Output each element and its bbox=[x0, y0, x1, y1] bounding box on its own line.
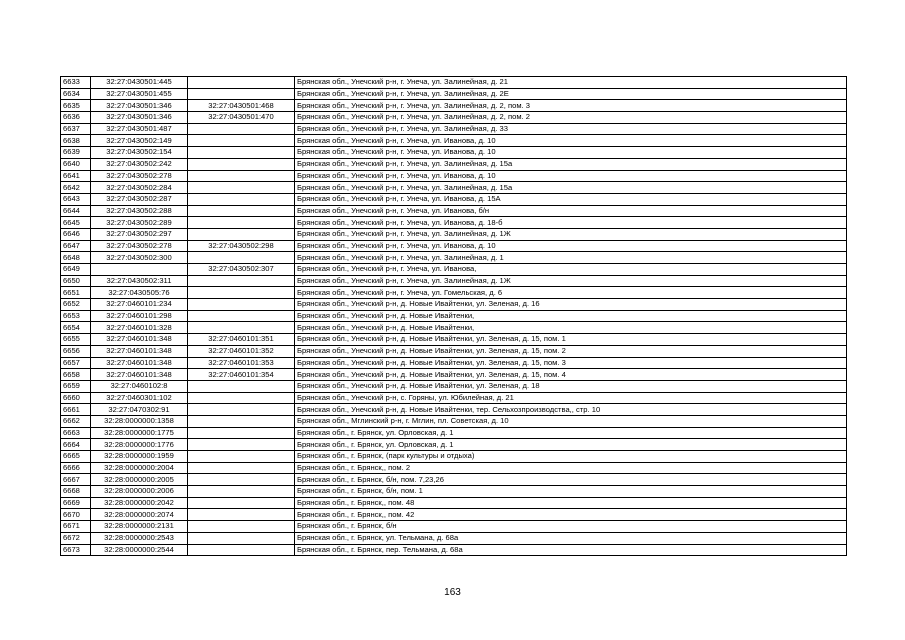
sub-cadastral-number-cell bbox=[188, 252, 295, 264]
table-row bbox=[61, 299, 847, 311]
cadastral-number-cell: 32:27:0430501:346 bbox=[91, 112, 188, 124]
cadastral-number-cell: 32:27:0460101:234 bbox=[91, 299, 188, 311]
table-row bbox=[61, 193, 847, 205]
cadastral-number-cell bbox=[91, 264, 188, 276]
row-number-cell: 6655 bbox=[61, 334, 91, 346]
address-cell: Брянская обл., Унечский р-н, г. Унеча, ул. Гомельская, д. 6 bbox=[295, 287, 847, 299]
sub-cadastral-number-cell bbox=[188, 217, 295, 229]
cadastral-number-cell: 32:27:0430501:487 bbox=[91, 123, 188, 135]
table-row bbox=[61, 275, 847, 287]
address-cell: Брянская обл., Унечский р-н, д. Новые Ивайтенки, bbox=[295, 310, 847, 322]
address-cell: Брянская обл., Унечский р-н, г. Унеча, ул. Залинейная, д. 1Ж bbox=[295, 228, 847, 240]
row-number-cell: 6658 bbox=[61, 369, 91, 381]
address-cell: Брянская обл., Унечский р-н, г. Унеча, ул. Залинейная, д. 2Е bbox=[295, 88, 847, 100]
address-cell: Брянская обл., Унечский р-н, д. Новые Ивайтенки, ул. Зеленая, д. 15, пом. 3 bbox=[295, 357, 847, 369]
address-cell: Брянская обл., Унечский р-н, с. Горяны, ул. Юбилейная, д. 21 bbox=[295, 392, 847, 404]
address-cell: Брянская обл., Унечский р-н, г. Унеча, ул. Иванова, д. 10 bbox=[295, 135, 847, 147]
row-number-cell: 6653 bbox=[61, 310, 91, 322]
sub-cadastral-number-cell bbox=[188, 380, 295, 392]
address-cell: Брянская обл., г. Брянск, пер. Тельмана, д. 68а bbox=[295, 544, 847, 556]
cadastral-number-cell: 32:27:0460101:348 bbox=[91, 345, 188, 357]
cadastral-number-cell: 32:27:0460301:102 bbox=[91, 392, 188, 404]
table-row bbox=[61, 369, 847, 381]
address-cell: Брянская обл., г. Брянск,, пом. 48 bbox=[295, 497, 847, 509]
table-row bbox=[61, 182, 847, 194]
table-row bbox=[61, 427, 847, 439]
sub-cadastral-number-cell bbox=[188, 322, 295, 334]
address-cell: Брянская обл., г. Брянск,, пом. 2 bbox=[295, 462, 847, 474]
row-number-cell: 6664 bbox=[61, 439, 91, 451]
row-number-cell: 6646 bbox=[61, 228, 91, 240]
sub-cadastral-number-cell bbox=[188, 462, 295, 474]
table-row bbox=[61, 474, 847, 486]
address-cell: Брянская обл., Унечский р-н, г. Унеча, ул. Залинейная, д. 2, пом. 3 bbox=[295, 100, 847, 112]
row-number-cell: 6648 bbox=[61, 252, 91, 264]
sub-cadastral-number-cell bbox=[188, 544, 295, 556]
sub-cadastral-number-cell bbox=[188, 451, 295, 463]
table-row bbox=[61, 158, 847, 170]
cadastral-number-cell: 32:27:0430501:455 bbox=[91, 88, 188, 100]
address-cell: Брянская обл., г. Брянск, ул. Тельмана, д. 68а bbox=[295, 532, 847, 544]
row-number-cell: 6635 bbox=[61, 100, 91, 112]
cadastral-number-cell: 32:27:0460102:8 bbox=[91, 380, 188, 392]
address-cell: Брянская обл., Унечский р-н, д. Новые Ивайтенки, bbox=[295, 322, 847, 334]
address-cell: Брянская обл., Унечский р-н, г. Унеча, ул. Залинейная, д. 1 bbox=[295, 252, 847, 264]
address-cell: Брянская обл., Унечский р-н, д. Новые Ивайтенки, тер. Сельхозпроизводства,, стр. 10 bbox=[295, 404, 847, 416]
table-row bbox=[61, 205, 847, 217]
cadastral-number-cell: 32:28:0000000:1775 bbox=[91, 427, 188, 439]
address-cell: Брянская обл., Унечский р-н, г. Унеча, ул. Залинейная, д. 15а bbox=[295, 158, 847, 170]
cadastral-number-cell: 32:28:0000000:2006 bbox=[91, 486, 188, 498]
cadastral-number-cell: 32:27:0430502:300 bbox=[91, 252, 188, 264]
table-row bbox=[61, 532, 847, 544]
document-sheet bbox=[60, 76, 846, 556]
address-cell: Брянская обл., Унечский р-н, г. Унеча, ул. Иванова, д. 10 bbox=[295, 170, 847, 182]
cadastral-number-cell: 32:28:0000000:2004 bbox=[91, 462, 188, 474]
address-cell: Брянская обл., г. Брянск, б/н bbox=[295, 521, 847, 533]
table-row bbox=[61, 100, 847, 112]
row-number-cell: 6668 bbox=[61, 486, 91, 498]
row-number-cell: 6647 bbox=[61, 240, 91, 252]
table-row bbox=[61, 228, 847, 240]
register-table-body bbox=[61, 77, 847, 556]
cadastral-number-cell: 32:28:0000000:1959 bbox=[91, 451, 188, 463]
table-row bbox=[61, 404, 847, 416]
cadastral-number-cell: 32:27:0460101:328 bbox=[91, 322, 188, 334]
table-row bbox=[61, 334, 847, 346]
cadastral-number-cell: 32:27:0430502:297 bbox=[91, 228, 188, 240]
address-cell: Брянская обл., г. Брянск, ул. Орловская, д. 1 bbox=[295, 427, 847, 439]
cadastral-number-cell: 32:28:0000000:2131 bbox=[91, 521, 188, 533]
sub-cadastral-number-cell bbox=[188, 439, 295, 451]
row-number-cell: 6643 bbox=[61, 193, 91, 205]
table-row bbox=[61, 147, 847, 159]
row-number-cell: 6672 bbox=[61, 532, 91, 544]
address-cell: Брянская обл., Унечский р-н, г. Унеча, ул. Залинейная, д. 2, пом. 2 bbox=[295, 112, 847, 124]
address-cell: Брянская обл., Унечский р-н, г. Унеча, ул. Иванова, д. 10 bbox=[295, 147, 847, 159]
row-number-cell: 6656 bbox=[61, 345, 91, 357]
address-cell: Брянская обл., Унечский р-н, д. Новые Ивайтенки, ул. Зеленая, д. 18 bbox=[295, 380, 847, 392]
cadastral-number-cell: 32:27:0430502:289 bbox=[91, 217, 188, 229]
table-row bbox=[61, 135, 847, 147]
row-number-cell: 6650 bbox=[61, 275, 91, 287]
sub-cadastral-number-cell bbox=[188, 532, 295, 544]
cadastral-number-cell: 32:28:0000000:2042 bbox=[91, 497, 188, 509]
row-number-cell: 6670 bbox=[61, 509, 91, 521]
table-row bbox=[61, 380, 847, 392]
sub-cadastral-number-cell: 32:27:0430502:307 bbox=[188, 264, 295, 276]
address-cell: Брянская обл., Унечский р-н, г. Унеча, ул. Иванова, б/н bbox=[295, 205, 847, 217]
sub-cadastral-number-cell bbox=[188, 310, 295, 322]
sub-cadastral-number-cell bbox=[188, 158, 295, 170]
sub-cadastral-number-cell bbox=[188, 287, 295, 299]
row-number-cell: 6649 bbox=[61, 264, 91, 276]
address-cell: Брянская обл., Унечский р-н, г. Унеча, ул. Залинейная, д. 15а bbox=[295, 182, 847, 194]
table-row bbox=[61, 451, 847, 463]
address-cell: Брянская обл., Унечский р-н, г. Унеча, ул. Залинейная, д. 33 bbox=[295, 123, 847, 135]
sub-cadastral-number-cell bbox=[188, 392, 295, 404]
table-row bbox=[61, 544, 847, 556]
sub-cadastral-number-cell: 32:27:0460101:351 bbox=[188, 334, 295, 346]
address-cell: Брянская обл., г. Брянск,, пом. 42 bbox=[295, 509, 847, 521]
row-number-cell: 6637 bbox=[61, 123, 91, 135]
sub-cadastral-number-cell bbox=[188, 170, 295, 182]
sub-cadastral-number-cell bbox=[188, 147, 295, 159]
address-cell: Брянская обл., Унечский р-н, г. Унеча, ул. Иванова, д. 10 bbox=[295, 240, 847, 252]
cadastral-number-cell: 32:27:0430501:445 bbox=[91, 77, 188, 89]
row-number-cell: 6667 bbox=[61, 474, 91, 486]
cadastral-number-cell: 32:27:0430502:288 bbox=[91, 205, 188, 217]
sub-cadastral-number-cell bbox=[188, 415, 295, 427]
table-row bbox=[61, 439, 847, 451]
cadastral-number-cell: 32:27:0430502:154 bbox=[91, 147, 188, 159]
sub-cadastral-number-cell: 32:27:0430501:470 bbox=[188, 112, 295, 124]
address-cell: Брянская обл., Унечский р-н, г. Унеча, ул. Иванова, д. 15А bbox=[295, 193, 847, 205]
cadastral-number-cell: 32:28:0000000:2074 bbox=[91, 509, 188, 521]
sub-cadastral-number-cell: 32:27:0460101:352 bbox=[188, 345, 295, 357]
cadastral-number-cell: 32:27:0430502:287 bbox=[91, 193, 188, 205]
row-number-cell: 6663 bbox=[61, 427, 91, 439]
table-row bbox=[61, 497, 847, 509]
sub-cadastral-number-cell: 32:27:0460101:353 bbox=[188, 357, 295, 369]
address-cell: Брянская обл., г. Брянск, (парк культуры и отдыха) bbox=[295, 451, 847, 463]
row-number-cell: 6640 bbox=[61, 158, 91, 170]
row-number-cell: 6642 bbox=[61, 182, 91, 194]
cadastral-number-cell: 32:27:0430502:284 bbox=[91, 182, 188, 194]
table-row bbox=[61, 462, 847, 474]
table-row bbox=[61, 322, 847, 334]
sub-cadastral-number-cell: 32:27:0460101:354 bbox=[188, 369, 295, 381]
table-row bbox=[61, 345, 847, 357]
cadastral-number-cell: 32:28:0000000:2544 bbox=[91, 544, 188, 556]
row-number-cell: 6666 bbox=[61, 462, 91, 474]
sub-cadastral-number-cell bbox=[188, 77, 295, 89]
sub-cadastral-number-cell bbox=[188, 427, 295, 439]
cadastral-number-cell: 32:27:0470302:91 bbox=[91, 404, 188, 416]
cadastral-number-cell: 32:27:0430501:346 bbox=[91, 100, 188, 112]
sub-cadastral-number-cell bbox=[188, 135, 295, 147]
row-number-cell: 6636 bbox=[61, 112, 91, 124]
row-number-cell: 6639 bbox=[61, 147, 91, 159]
table-row bbox=[61, 415, 847, 427]
sub-cadastral-number-cell: 32:27:0430501:468 bbox=[188, 100, 295, 112]
sub-cadastral-number-cell bbox=[188, 521, 295, 533]
table-row bbox=[61, 486, 847, 498]
sub-cadastral-number-cell bbox=[188, 123, 295, 135]
row-number-cell: 6651 bbox=[61, 287, 91, 299]
cadastral-number-cell: 32:28:0000000:2005 bbox=[91, 474, 188, 486]
row-number-cell: 6665 bbox=[61, 451, 91, 463]
row-number-cell: 6652 bbox=[61, 299, 91, 311]
table-row bbox=[61, 521, 847, 533]
cadastral-number-cell: 32:27:0430502:242 bbox=[91, 158, 188, 170]
cadastral-number-cell: 32:27:0460101:348 bbox=[91, 357, 188, 369]
sub-cadastral-number-cell bbox=[188, 404, 295, 416]
sub-cadastral-number-cell bbox=[188, 509, 295, 521]
row-number-cell: 6634 bbox=[61, 88, 91, 100]
row-number-cell: 6633 bbox=[61, 77, 91, 89]
cadastral-number-cell: 32:28:0000000:2543 bbox=[91, 532, 188, 544]
row-number-cell: 6671 bbox=[61, 521, 91, 533]
sub-cadastral-number-cell bbox=[188, 474, 295, 486]
sub-cadastral-number-cell bbox=[188, 193, 295, 205]
table-row bbox=[61, 264, 847, 276]
cadastral-number-cell: 32:27:0460101:348 bbox=[91, 369, 188, 381]
cadastral-number-cell: 32:27:0430502:278 bbox=[91, 240, 188, 252]
table-row bbox=[61, 509, 847, 521]
cadastral-number-cell: 32:27:0430505:76 bbox=[91, 287, 188, 299]
cadastral-number-cell: 32:28:0000000:1358 bbox=[91, 415, 188, 427]
table-row bbox=[61, 252, 847, 264]
cadastral-number-cell: 32:27:0460101:348 bbox=[91, 334, 188, 346]
row-number-cell: 6645 bbox=[61, 217, 91, 229]
cadastral-number-cell: 32:27:0430502:278 bbox=[91, 170, 188, 182]
property-register-table bbox=[60, 76, 847, 556]
sub-cadastral-number-cell bbox=[188, 299, 295, 311]
row-number-cell: 6661 bbox=[61, 404, 91, 416]
address-cell: Брянская обл., г. Брянск, б/н, пом. 1 bbox=[295, 486, 847, 498]
address-cell: Брянская обл., Унечский р-н, г. Унеча, ул. Иванова, д. 18-б bbox=[295, 217, 847, 229]
row-number-cell: 6662 bbox=[61, 415, 91, 427]
row-number-cell: 6669 bbox=[61, 497, 91, 509]
address-cell: Брянская обл., Унечский р-н, г. Унеча, ул. Залинейная, д. 21 bbox=[295, 77, 847, 89]
table-row bbox=[61, 88, 847, 100]
address-cell: Брянская обл., Унечский р-н, д. Новые Ивайтенки, ул. Зеленая, д. 16 bbox=[295, 299, 847, 311]
cadastral-number-cell: 32:27:0460101:298 bbox=[91, 310, 188, 322]
table-row bbox=[61, 170, 847, 182]
address-cell: Брянская обл., Унечский р-н, д. Новые Ивайтенки, ул. Зеленая, д. 15, пом. 1 bbox=[295, 334, 847, 346]
cadastral-number-cell: 32:27:0430502:149 bbox=[91, 135, 188, 147]
table-row bbox=[61, 310, 847, 322]
address-cell: Брянская обл., г. Брянск, ул. Орловская, д. 1 bbox=[295, 439, 847, 451]
sub-cadastral-number-cell bbox=[188, 228, 295, 240]
table-row bbox=[61, 112, 847, 124]
row-number-cell: 6659 bbox=[61, 380, 91, 392]
sub-cadastral-number-cell bbox=[188, 88, 295, 100]
cadastral-number-cell: 32:28:0000000:1776 bbox=[91, 439, 188, 451]
sub-cadastral-number-cell bbox=[188, 275, 295, 287]
table-row bbox=[61, 357, 847, 369]
row-number-cell: 6644 bbox=[61, 205, 91, 217]
row-number-cell: 6673 bbox=[61, 544, 91, 556]
page-number: 163 bbox=[444, 587, 461, 598]
table-row bbox=[61, 217, 847, 229]
table-row bbox=[61, 287, 847, 299]
sub-cadastral-number-cell bbox=[188, 486, 295, 498]
row-number-cell: 6654 bbox=[61, 322, 91, 334]
sub-cadastral-number-cell bbox=[188, 182, 295, 194]
address-cell: Брянская обл., г. Брянск, б/н, пом. 7,23,26 bbox=[295, 474, 847, 486]
row-number-cell: 6638 bbox=[61, 135, 91, 147]
table-row bbox=[61, 77, 847, 89]
table-row bbox=[61, 392, 847, 404]
address-cell: Брянская обл., Унечский р-н, д. Новые Ивайтенки, ул. Зеленая, д. 15, пом. 4 bbox=[295, 369, 847, 381]
row-number-cell: 6641 bbox=[61, 170, 91, 182]
row-number-cell: 6660 bbox=[61, 392, 91, 404]
address-cell: Брянская обл., Унечский р-н, г. Унеча, ул. Иванова, bbox=[295, 264, 847, 276]
row-number-cell: 6657 bbox=[61, 357, 91, 369]
address-cell: Брянская обл., Мглинский р-н, г. Мглин, пл. Советская, д. 10 bbox=[295, 415, 847, 427]
cadastral-number-cell: 32:27:0430502:311 bbox=[91, 275, 188, 287]
sub-cadastral-number-cell bbox=[188, 205, 295, 217]
table-row bbox=[61, 123, 847, 135]
address-cell: Брянская обл., Унечский р-н, г. Унеча, ул. Залинейная, д. 1Ж bbox=[295, 275, 847, 287]
table-row bbox=[61, 240, 847, 252]
sub-cadastral-number-cell bbox=[188, 497, 295, 509]
address-cell: Брянская обл., Унечский р-н, д. Новые Ивайтенки, ул. Зеленая, д. 15, пом. 2 bbox=[295, 345, 847, 357]
sub-cadastral-number-cell: 32:27:0430502:298 bbox=[188, 240, 295, 252]
